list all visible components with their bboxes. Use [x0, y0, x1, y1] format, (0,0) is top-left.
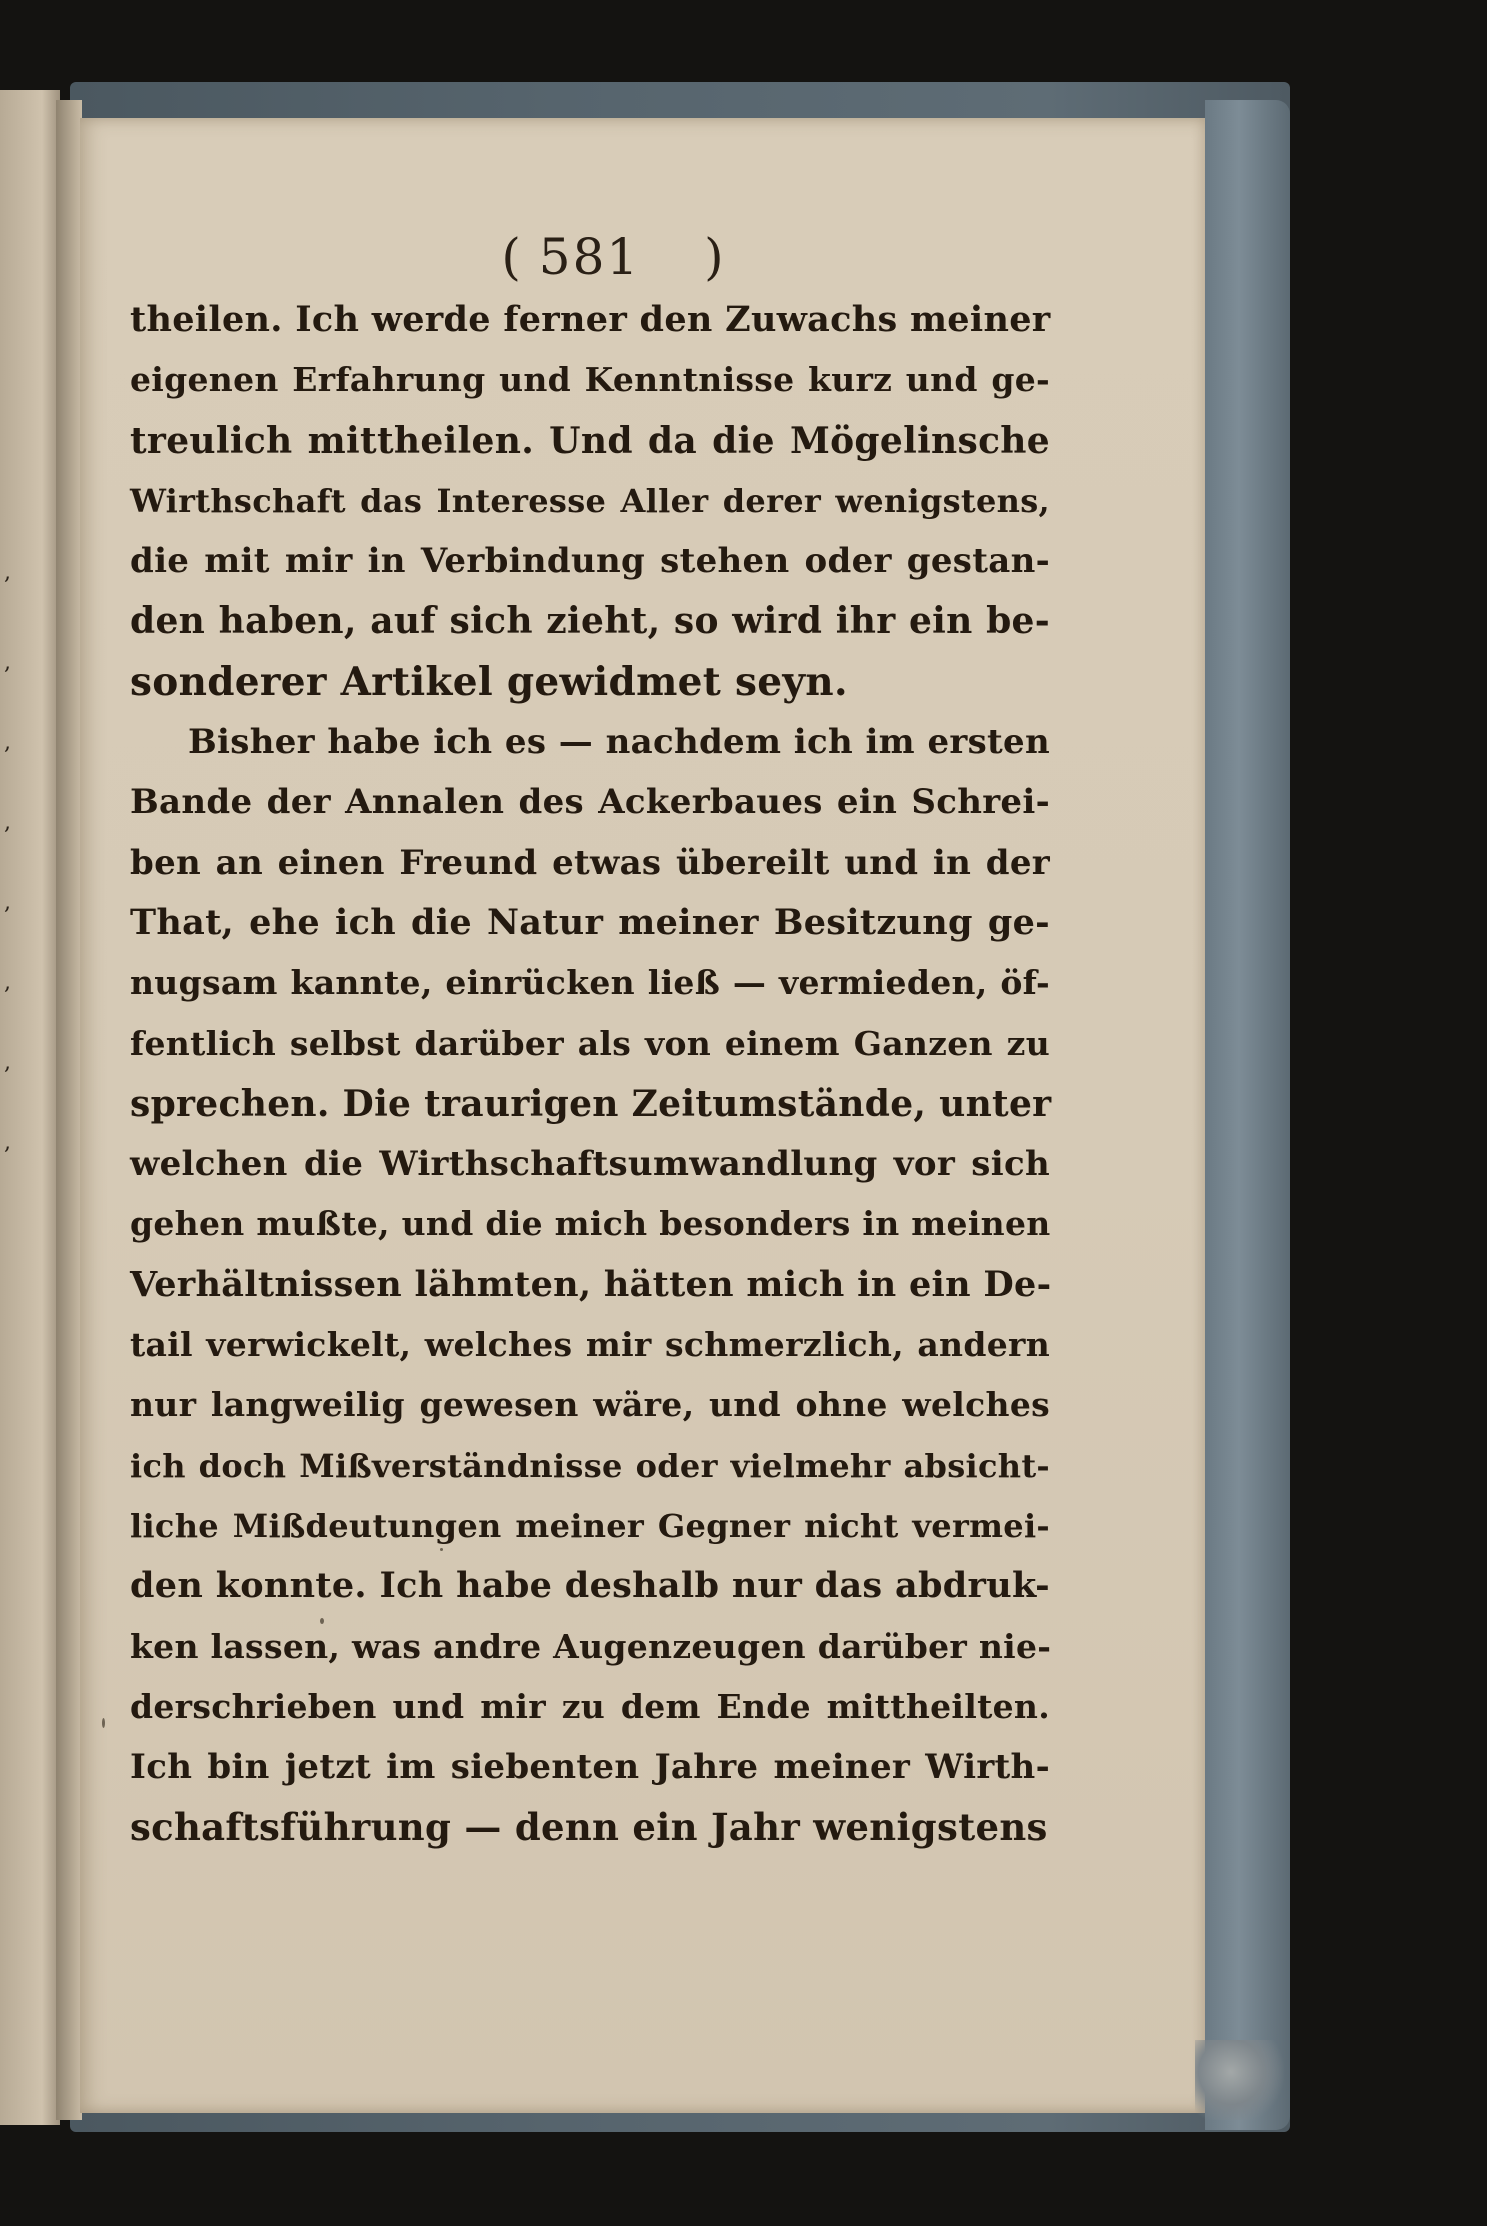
book-cover-edge	[1205, 100, 1290, 2130]
book-gutter	[56, 100, 82, 2120]
paper-speck	[102, 1718, 105, 1728]
text-line: fentlich selbst darüber als von einem Ganzen zu	[130, 1023, 1050, 1063]
text-line: sonderer Artikel gewidmet seyn.	[130, 658, 848, 705]
text-line: liche Mißdeutungen meiner Gegner nicht vermei-	[130, 1506, 1050, 1545]
text-line: den haben, auf sich zieht, so wird ihr ein be-	[130, 600, 1050, 643]
text-line: tail verwickelt, welches mir schmerzlich, andern	[130, 1325, 1050, 1365]
text-line: ben an einen Freund etwas übereilt und in der	[130, 842, 1050, 883]
facing-page-marks: , , , , , , , ,	[4, 560, 11, 1155]
body-text	[130, 290, 1050, 1858]
paper-speck	[320, 1618, 324, 1624]
text-line: Verhältnissen lähmten, hätten mich in ein De-	[130, 1263, 1052, 1305]
text-line: sprechen. Die traurigen Zeitumstände, unter	[130, 1082, 1052, 1125]
page-header	[80, 228, 1205, 286]
text-line: eigenen Erfahrung und Kenntnisse kurz und ge-	[130, 360, 1050, 400]
text-line: den konnte. Ich habe deshalb nur das abdruk-	[130, 1565, 1050, 1607]
book-page	[80, 118, 1205, 2113]
text-line: welchen die Wirthschaftsumwandlung vor sich	[130, 1144, 1050, 1185]
text-line: ken lassen, was andre Augenzeugen darüber nie-	[130, 1626, 1052, 1666]
text-line: derschrieben und mir zu dem Ende mittheilten.	[130, 1686, 1050, 1726]
text-line: treulich mittheilen. Und da die Mögelinsche	[130, 419, 1050, 462]
page-number: 581	[538, 228, 641, 286]
paper-speck	[440, 1548, 443, 1551]
cover-corner-wear	[1195, 2040, 1285, 2120]
text-line: ich doch Mißverständnisse oder vielmehr absicht-	[130, 1446, 1050, 1485]
text-line: That, ehe ich die Natur meiner Besitzung ge-	[130, 901, 1050, 943]
text-line: nugsam kannte, einrücken ließ — vermieden, öf-	[130, 963, 1050, 1003]
text-line: Wirthschaft das Interesse Aller derer wenigstens,	[130, 481, 1050, 520]
text-line: die mit mir in Verbindung stehen oder gestan-	[130, 541, 1050, 582]
header-open-paren: (	[501, 228, 521, 286]
text-line: theilen. Ich werde ferner den Zuwachs meiner	[130, 299, 1051, 340]
text-line: gehen mußte, und die mich besonders in meinen	[130, 1204, 1051, 1244]
text-line: nur langweilig gewesen wäre, und ohne welches	[130, 1385, 1050, 1425]
text-line: schaftsführung — denn ein Jahr wenigstens	[130, 1805, 1048, 1850]
text-line: Bande der Annalen des Ackerbaues ein Schrei-	[130, 782, 1050, 823]
header-close-paren: )	[704, 228, 724, 286]
paragraph-start-line: Bisher habe ich es — nachdem ich im ersten	[188, 722, 1050, 763]
text-line: Ich bin jetzt im siebenten Jahre meiner Wirth-	[130, 1747, 1050, 1788]
